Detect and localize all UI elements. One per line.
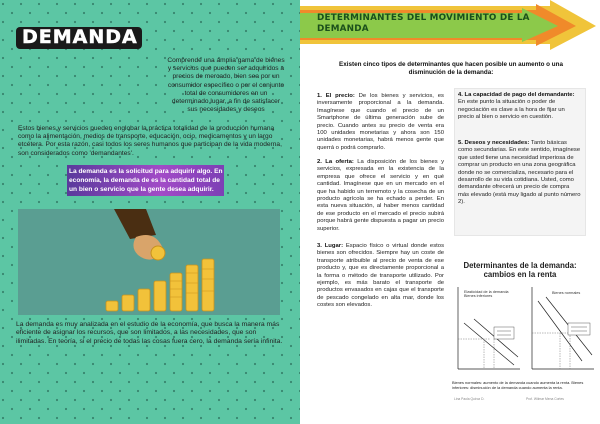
credit-author: Lina Paola Quiroz D. <box>454 397 485 401</box>
page-title: DEMANDA <box>22 26 138 48</box>
goods-paragraph: Estos bienes y servicios pueden englobar la práctica totalidad de la producción humana como la alimentación, medios de transporte, educación, ocio, medicamentos y un largo etcétera. Por esta razón, casi todos los seres humanos que participan de la vida moderna, son considerados como 'demandantes'. <box>18 125 282 157</box>
item-body: Espacio físico o virtual donde estos bienes son ofrecidos. Siempre hay un coste de transporte atribuible al precio de venta de ese producto y, que es directamente proporcional a la forma o método de transporte utilizado. Por ejemplo, es más barato el transporte de productos envasados en cajas que el transporte de pescado congelado en alta mar, donde los costes son elevados. <box>317 243 445 309</box>
determinant-price <box>317 93 444 152</box>
graph1-label: Elasticidad de la demanda Bienes inferiores <box>464 290 509 299</box>
item-body: De los bienes y servicios, es inversamente proporcional a la demanda. Imagínese que cuando el precio de un Smartphone de última generación sube de precio. Cuando antes su precio de venta era 100 unidades monetarias y ahora son 150 unidades monetarias, habrá menos gente que querrá o podrá comprarlo. <box>317 93 444 151</box>
definition-highlight: La demanda es la solicitud para adquirir algo. En economía, la demanda de es la cantidad total de un bien o servicio que la gente desea adquirir. <box>69 168 223 193</box>
item-heading: 3. Lugar: <box>317 243 344 249</box>
item-heading: 4. La capacidad de pago del demandante: <box>458 92 575 98</box>
item-body: Tanto básicas como secundarias. En este sentido, imagínese que usted tiene una necesidad imperiosa de comprar un producto en una zona geográfica donde no se comercializa, necesario para el desarrollo de su vida cotidiana. Usted, como demandante ofrecerá un precio de compra más elevado (está muy ligado al punto número 2). <box>458 140 581 206</box>
intro-paragraph: Comprende una amplia gama de bienes y servicios que pueden ser adquiridos a precios de mercado, bien sea por un consumidor específico o por el conjunto total de consumidores en un determinado lugar, a fin de satisfacer sus necesidades y deseos <box>167 57 285 114</box>
graph-title: Determinantes de la demanda: cambios en la renta <box>463 261 577 280</box>
item-body: En este punto la situación o poder de negociación es clave a la hora de fijar un precio al bien o servicio en cuestión. <box>458 99 565 121</box>
section-subtitle: Existen cinco tipos de determinantes que hacen posible un aumento o una disminución de la demanda: <box>339 61 563 76</box>
item-body: La disposición de los bienes y servicios, expresada en la existencia de la empresa que ofrece el servicio y en qué cantidad. Imagínese que en un mercado en el que ha habido un terremoto y la cosecha de un producto agrícola se ha echado a perder. En esta nueva situación, al haber menos cantidad de ese producto en el mercado el precio subirá porque habrá gente dispuesta a pagar un precio superior. <box>317 159 445 232</box>
graph2-label: Bienes normales <box>552 291 581 295</box>
credit-professor: Prof. Wilmar Mena Cortes <box>526 397 564 401</box>
item-heading: 1. El precio: <box>317 93 355 99</box>
graph-normal-goods <box>532 287 594 369</box>
coins-illustration <box>18 209 280 315</box>
determinant-payment-capacity <box>458 92 582 122</box>
determinant-wants-needs <box>458 140 582 207</box>
right-page <box>300 0 600 424</box>
economics-paragraph: La demanda es muy analizada en el estudio de la economía, que busca la manera más eficiente de asignar los recursos, que son limitados, a las necesidades, que son ilimitadas. En teoría, si el precio de todas las cosas fuera cero, la demanda sería infinita. <box>16 321 283 345</box>
graph-inferior-goods <box>458 287 520 369</box>
section-title: DETERMINANTES DEL MOVIMIENTO DE LA DEMANDA <box>317 13 530 34</box>
determinant-place <box>317 243 444 310</box>
item-heading: 2. La oferta: <box>317 159 354 165</box>
determinant-supply <box>317 159 444 233</box>
item-heading: 5. Deseos y necesidades: <box>458 140 530 146</box>
graph-caption: Bienes normales: aumento de la demanda cuando aumenta la renta. Bienes inferiores: disminución de la demanda cuando aumenta la renta. <box>452 380 584 390</box>
